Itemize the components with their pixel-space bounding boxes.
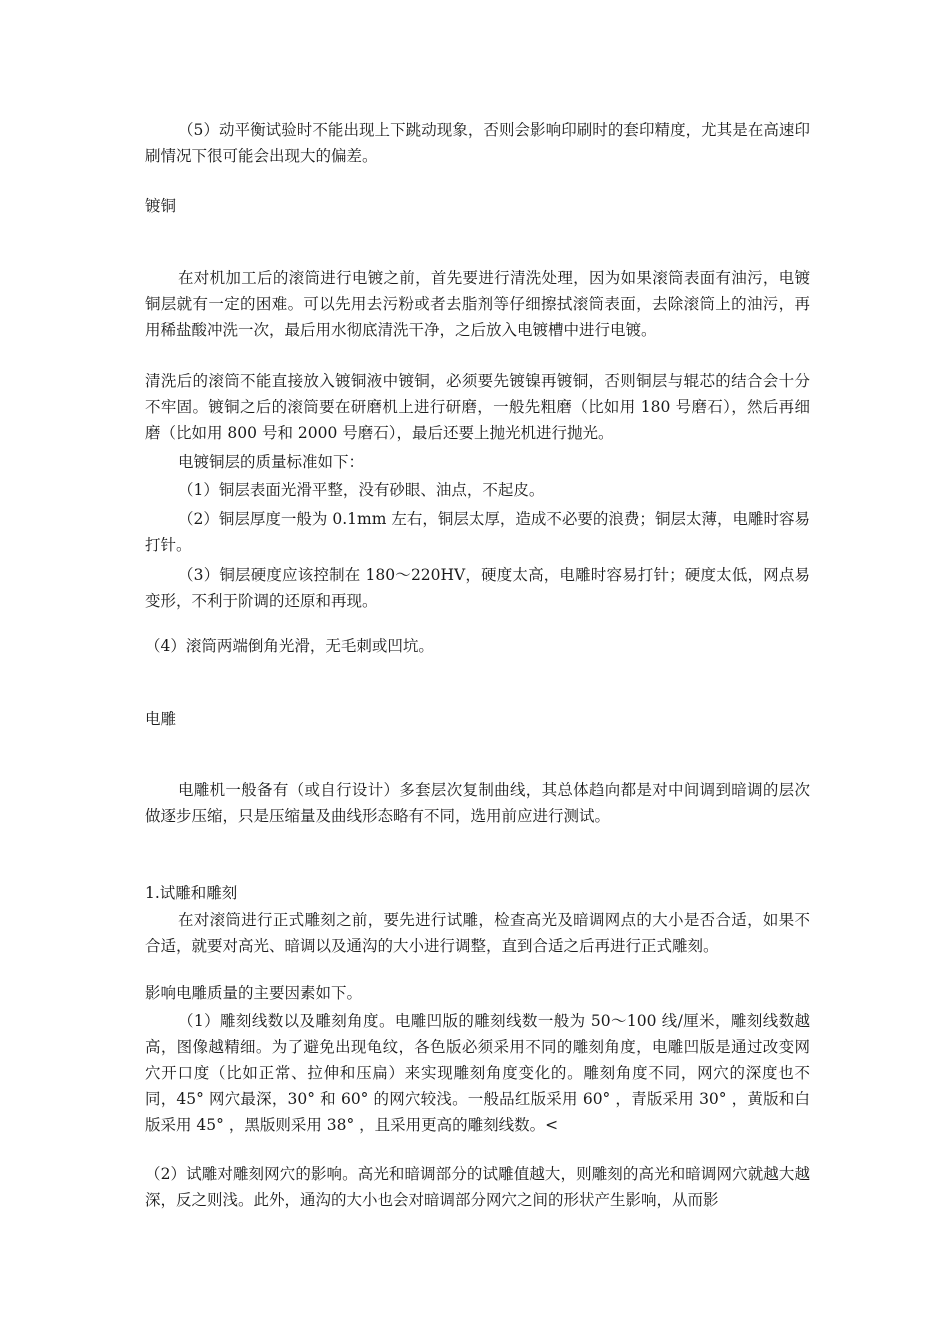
paragraph-factors-intro: 影响电雕质量的主要因素如下。 bbox=[145, 984, 363, 1002]
paragraph-nickel-copper: 清洗后的滚筒不能直接放入镀铜液中镀铜，必须要先镀镍再镀铜，否则铜层与辊芯的结合会十分不牢固。镀铜之后的滚筒要在研磨机上进行研磨，一般先粗磨（比如用 180 号磨石），然后再细磨（比如用 800 号和 2000 号磨石），最后还要上抛光机进行抛光。 bbox=[145, 372, 810, 442]
paragraph-standard-3: （3）铜层硬度应该控制在 180～220HV，硬度太高，电雕时容易打针；硬度太低，网点易变形，不利于阶调的还原和再现。 bbox=[145, 566, 810, 610]
heading-trial-engraving: 1.试雕和雕刻 bbox=[145, 884, 238, 902]
paragraph-standard-2: （2）铜层厚度一般为 0.1mm 左右，铜层太厚，造成不必要的浪费；铜层太薄，电雕时容易打针。 bbox=[145, 510, 810, 554]
paragraph-curves: 电雕机一般备有（或自行设计）多套层次复制曲线，其总体趋向都是对中间调到暗调的层次做逐步压缩，只是压缩量及曲线形态略有不同，选用前应进行测试。 bbox=[145, 781, 810, 825]
paragraph-quality-standard-intro: 电镀铜层的质量标准如下： bbox=[178, 453, 365, 471]
paragraph-standard-4: （4）滚筒两端倒角光滑，无毛刺或凹坑。 bbox=[145, 637, 434, 655]
heading-engraving: 电雕 bbox=[145, 710, 177, 728]
paragraph-factor-2: （2）试雕对雕刻网穴的影响。高光和暗调部分的试雕值越大，则雕刻的高光和暗调网穴就越大越深，反之则浅。此外，通沟的大小也会对暗调部分网穴之间的形状产生影响，从而影 bbox=[145, 1165, 810, 1209]
paragraph-trial: 在对滚筒进行正式雕刻之前，要先进行试雕，检查高光及暗调网点的大小是否合适，如果不合适，就要对高光、暗调以及通沟的大小进行调整，直到合适之后再进行正式雕刻。 bbox=[145, 911, 810, 955]
heading-copper-plating: 镀铜 bbox=[145, 197, 177, 215]
paragraph-factor-1: （1）雕刻线数以及雕刻角度。电雕凹版的雕刻线数一般为 50～100 线/厘米，雕刻线数越高，图像越精细。为了避免出现龟纹，各色版必须采用不同的雕刻角度，电雕凹版是通过改变网穴开口度（比如正常、拉伸和压扁）来实现雕刻角度变化的。雕刻角度不同，网穴的深度也不同，45° 网穴最深，30° 和 60° 的网穴较浅。一般品红版采用 60° ，青版采用 30° ，黄版和白版采用 45° ，黑版则采用 38° ，且采用更高的雕刻线数。< bbox=[145, 1012, 810, 1134]
paragraph-cleaning: 在对机加工后的滚筒进行电镀之前，首先要进行清洗处理，因为如果滚筒表面有油污，电镀铜层就有一定的困难。可以先用去污粉或者去脂剂等仔细擦拭滚筒表面，去除滚筒上的油污，再用稀盐酸冲洗一次，最后用水彻底清洗干净，之后放入电镀槽中进行电镀。 bbox=[145, 269, 810, 339]
paragraph-standard-1: （1）铜层表面光滑平整，没有砂眼、油点，不起皮。 bbox=[178, 481, 545, 499]
paragraph-dynamic-balance: （5）动平衡试验时不能出现上下跳动现象，否则会影响印刷时的套印精度，尤其是在高速印刷情况下很可能会出现大的偏差。 bbox=[145, 121, 810, 165]
